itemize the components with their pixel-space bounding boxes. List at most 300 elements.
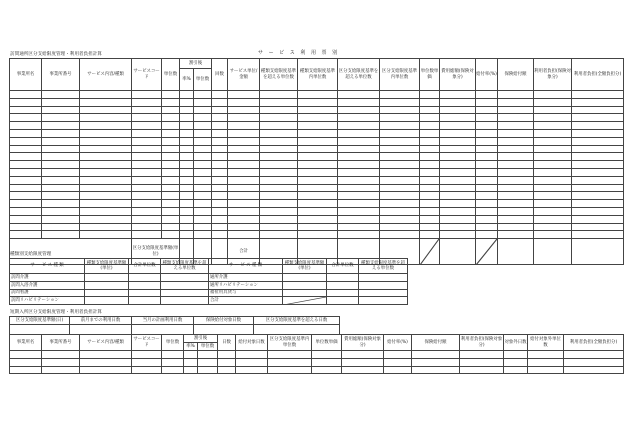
table-cell[interactable] (476, 122, 498, 130)
table-cell[interactable] (572, 122, 624, 130)
table-cell[interactable] (564, 351, 624, 359)
table-cell[interactable] (420, 114, 440, 122)
table-cell[interactable] (132, 192, 162, 200)
table-cell[interactable] (420, 207, 440, 215)
table-cell[interactable] (194, 106, 212, 114)
table-cell[interactable] (194, 91, 212, 99)
table-cell[interactable] (218, 351, 236, 359)
table-cell[interactable] (80, 106, 132, 114)
table-cell[interactable] (260, 106, 298, 114)
table-cell[interactable] (498, 145, 534, 153)
table-cell[interactable] (180, 114, 194, 122)
table-cell[interactable] (132, 137, 162, 145)
table-cell[interactable] (476, 168, 498, 176)
table-cell[interactable] (298, 207, 338, 215)
table-cell[interactable] (180, 223, 194, 231)
table-cell[interactable] (194, 207, 212, 215)
table-cell[interactable] (218, 366, 236, 374)
table-cell[interactable] (384, 366, 412, 374)
table-cell[interactable] (129, 281, 161, 289)
table-cell[interactable] (194, 122, 212, 130)
table-cell[interactable] (212, 106, 228, 114)
table-cell[interactable] (534, 176, 572, 184)
table-cell[interactable] (312, 351, 342, 359)
table-cell[interactable] (380, 129, 420, 137)
table-cell[interactable] (228, 161, 260, 169)
table-cell[interactable] (129, 289, 161, 297)
table-cell[interactable] (534, 153, 572, 161)
table-cell[interactable] (42, 122, 80, 130)
table-cell[interactable] (194, 145, 212, 153)
table-cell[interactable] (42, 129, 80, 137)
table-cell[interactable] (380, 215, 420, 223)
table-cell[interactable] (476, 176, 498, 184)
table-cell[interactable] (412, 366, 460, 374)
table-cell[interactable] (42, 153, 80, 161)
table-cell[interactable] (212, 129, 228, 137)
table-cell[interactable] (498, 153, 534, 161)
table-cell[interactable] (572, 192, 624, 200)
table-cell[interactable] (498, 231, 534, 239)
table-cell[interactable] (180, 161, 194, 169)
table-cell[interactable] (380, 223, 420, 231)
table-cell[interactable] (412, 351, 460, 359)
table-cell[interactable] (380, 168, 420, 176)
table-cell[interactable] (498, 192, 534, 200)
table-cell[interactable] (380, 153, 420, 161)
table-cell[interactable] (440, 114, 476, 122)
table-cell[interactable] (384, 351, 412, 359)
table-cell[interactable] (440, 192, 476, 200)
table-cell[interactable] (380, 145, 420, 153)
table-cell[interactable] (10, 114, 42, 122)
table-cell[interactable] (180, 137, 194, 145)
table-cell[interactable] (212, 114, 228, 122)
table-cell[interactable] (572, 168, 624, 176)
table-cell[interactable] (10, 200, 42, 208)
table-cell[interactable] (338, 129, 380, 137)
table-cell[interactable] (440, 91, 476, 99)
table-cell[interactable] (572, 223, 624, 231)
table-cell[interactable] (42, 176, 80, 184)
table-cell[interactable] (268, 358, 312, 366)
table-cell[interactable] (498, 106, 534, 114)
table-cell[interactable] (180, 215, 194, 223)
table-cell[interactable] (80, 366, 132, 374)
table-cell[interactable] (420, 91, 440, 99)
table-cell[interactable] (10, 129, 42, 137)
table-cell[interactable] (180, 106, 194, 114)
table-cell[interactable] (460, 358, 504, 366)
table-cell[interactable] (80, 153, 132, 161)
table-cell[interactable] (327, 281, 359, 289)
table-cell[interactable] (298, 200, 338, 208)
table-cell[interactable] (212, 176, 228, 184)
table-cell[interactable] (476, 114, 498, 122)
table-cell[interactable] (440, 200, 476, 208)
table-cell[interactable] (228, 200, 260, 208)
table-cell[interactable] (198, 358, 218, 366)
table-cell[interactable] (80, 91, 132, 99)
table-cell[interactable] (338, 192, 380, 200)
table-cell[interactable] (132, 106, 162, 114)
table-cell[interactable] (129, 274, 161, 282)
table-cell[interactable] (327, 297, 359, 305)
table-cell[interactable] (180, 184, 194, 192)
table-cell[interactable] (534, 168, 572, 176)
table-cell[interactable] (132, 129, 162, 137)
table-cell[interactable] (440, 106, 476, 114)
table-cell[interactable] (380, 122, 420, 130)
table-cell[interactable] (572, 91, 624, 99)
table-cell[interactable] (132, 153, 162, 161)
table-cell[interactable] (194, 184, 212, 192)
table-cell[interactable] (162, 129, 180, 137)
table-cell[interactable] (327, 289, 359, 297)
table-cell[interactable] (161, 274, 209, 282)
table-cell[interactable] (260, 176, 298, 184)
table-cell[interactable] (498, 176, 534, 184)
table-cell[interactable] (228, 168, 260, 176)
table-cell[interactable] (420, 153, 440, 161)
table-cell[interactable] (476, 184, 498, 192)
table-cell[interactable] (440, 145, 476, 153)
table-cell[interactable] (420, 176, 440, 184)
table-cell[interactable] (534, 129, 572, 137)
table-cell[interactable] (338, 91, 380, 99)
table-cell[interactable] (218, 358, 236, 366)
table-cell[interactable] (498, 91, 534, 99)
table-cell[interactable] (85, 297, 129, 305)
table-cell[interactable] (10, 192, 42, 200)
table-cell[interactable] (572, 129, 624, 137)
table-cell[interactable] (194, 114, 212, 122)
table-cell[interactable] (384, 358, 412, 366)
table-cell[interactable] (180, 192, 194, 200)
table-cell[interactable] (212, 168, 228, 176)
table-cell[interactable] (440, 122, 476, 130)
table-cell[interactable] (228, 145, 260, 153)
table-cell[interactable] (194, 176, 212, 184)
table-cell[interactable] (80, 161, 132, 169)
table-cell[interactable] (194, 98, 212, 106)
table-cell[interactable] (572, 231, 624, 239)
table-cell[interactable] (359, 281, 408, 289)
table-cell[interactable] (228, 192, 260, 200)
table-cell[interactable] (10, 215, 42, 223)
table-cell[interactable] (504, 358, 528, 366)
table-cell[interactable] (42, 215, 80, 223)
table-cell[interactable] (338, 231, 380, 239)
table-cell[interactable] (194, 137, 212, 145)
table-cell[interactable] (80, 168, 132, 176)
table-cell[interactable] (180, 176, 194, 184)
table-cell[interactable] (476, 192, 498, 200)
table-cell[interactable] (132, 200, 162, 208)
table-cell[interactable] (380, 98, 420, 106)
table-cell[interactable] (180, 231, 194, 239)
table-cell[interactable] (228, 215, 260, 223)
table-cell[interactable] (260, 161, 298, 169)
table-cell[interactable] (476, 231, 498, 239)
table-cell[interactable] (283, 274, 327, 282)
table-cell[interactable] (572, 207, 624, 215)
table-cell[interactable] (161, 289, 209, 297)
table-cell[interactable] (298, 106, 338, 114)
table-cell[interactable] (132, 351, 162, 359)
table-cell[interactable] (498, 207, 534, 215)
table-cell[interactable] (528, 351, 564, 359)
table-cell[interactable] (180, 145, 194, 153)
table-cell[interactable] (80, 223, 132, 231)
table-cell[interactable] (10, 161, 42, 169)
table-cell[interactable] (228, 122, 260, 130)
table-cell[interactable] (132, 168, 162, 176)
table-cell[interactable] (440, 223, 476, 231)
table-cell[interactable] (80, 129, 132, 137)
table-cell[interactable] (260, 145, 298, 153)
table-cell[interactable] (572, 215, 624, 223)
table-cell[interactable] (420, 98, 440, 106)
table-cell[interactable] (534, 122, 572, 130)
table-cell[interactable] (10, 184, 42, 192)
table-cell[interactable] (180, 200, 194, 208)
table-cell[interactable] (420, 122, 440, 130)
table-cell[interactable] (42, 98, 80, 106)
table-cell[interactable] (162, 91, 180, 99)
table-cell[interactable] (528, 358, 564, 366)
table-cell[interactable] (212, 200, 228, 208)
table-cell[interactable] (162, 137, 180, 145)
table-cell[interactable] (132, 231, 162, 239)
table-cell[interactable] (162, 153, 180, 161)
table-cell[interactable] (80, 184, 132, 192)
table-cell[interactable] (80, 137, 132, 145)
table-cell[interactable] (338, 168, 380, 176)
table-cell[interactable] (162, 366, 184, 374)
table-cell[interactable] (380, 137, 420, 145)
table-cell[interactable] (338, 176, 380, 184)
table-cell[interactable] (194, 161, 212, 169)
table-cell[interactable] (572, 184, 624, 192)
table-cell[interactable] (298, 215, 338, 223)
table-cell[interactable] (534, 184, 572, 192)
table-cell[interactable] (42, 91, 80, 99)
table-cell[interactable] (80, 98, 132, 106)
table-cell[interactable] (212, 153, 228, 161)
table-cell[interactable] (338, 200, 380, 208)
table-cell[interactable] (440, 184, 476, 192)
table-cell[interactable] (184, 366, 198, 374)
table-cell[interactable] (338, 223, 380, 231)
table-cell[interactable] (198, 366, 218, 374)
table-cell[interactable] (212, 91, 228, 99)
table-cell[interactable] (476, 215, 498, 223)
table-cell[interactable] (260, 231, 298, 239)
table-cell[interactable] (380, 114, 420, 122)
table-cell[interactable] (498, 223, 534, 231)
table-cell[interactable] (10, 98, 42, 106)
table-cell[interactable] (236, 351, 268, 359)
table-cell[interactable] (260, 91, 298, 99)
table-cell[interactable] (498, 122, 534, 130)
table-cell[interactable] (476, 129, 498, 137)
table-cell[interactable] (212, 137, 228, 145)
table-cell[interactable] (10, 231, 42, 239)
table-cell[interactable] (572, 153, 624, 161)
table-cell[interactable] (338, 215, 380, 223)
table-cell[interactable] (298, 184, 338, 192)
table-cell[interactable] (42, 207, 80, 215)
table-cell[interactable] (380, 91, 420, 99)
table-cell[interactable] (359, 274, 408, 282)
table-cell[interactable] (162, 114, 180, 122)
table-cell[interactable] (42, 168, 80, 176)
table-cell[interactable] (162, 192, 180, 200)
table-cell[interactable] (534, 207, 572, 215)
table-cell[interactable] (194, 200, 212, 208)
table-cell[interactable] (359, 289, 408, 297)
table-cell[interactable] (534, 106, 572, 114)
table-cell[interactable] (338, 145, 380, 153)
table-cell[interactable] (440, 207, 476, 215)
table-cell[interactable] (476, 200, 498, 208)
table-cell[interactable] (338, 98, 380, 106)
table-cell[interactable] (180, 153, 194, 161)
table-cell[interactable] (498, 98, 534, 106)
table-cell[interactable] (10, 137, 42, 145)
table-cell[interactable] (132, 223, 162, 231)
table-cell[interactable] (228, 184, 260, 192)
table-cell[interactable] (504, 366, 528, 374)
table-cell[interactable] (498, 161, 534, 169)
table-cell[interactable] (534, 200, 572, 208)
table-cell[interactable] (260, 223, 298, 231)
table-cell[interactable] (420, 200, 440, 208)
table-cell[interactable] (42, 114, 80, 122)
table-cell[interactable] (572, 176, 624, 184)
table-cell[interactable] (440, 215, 476, 223)
table-cell[interactable] (498, 215, 534, 223)
table-cell[interactable] (298, 161, 338, 169)
table-cell[interactable] (198, 351, 218, 359)
table-cell[interactable] (161, 281, 209, 289)
table-cell[interactable] (162, 106, 180, 114)
table-cell[interactable] (260, 207, 298, 215)
table-cell[interactable] (534, 231, 572, 239)
table-cell[interactable] (338, 114, 380, 122)
table-cell[interactable] (194, 129, 212, 137)
table-cell[interactable] (132, 91, 162, 99)
table-cell[interactable] (162, 351, 184, 359)
table-cell[interactable] (260, 200, 298, 208)
table-cell[interactable] (534, 145, 572, 153)
table-cell[interactable] (298, 137, 338, 145)
table-cell[interactable] (228, 207, 260, 215)
table-cell[interactable] (42, 200, 80, 208)
table-cell[interactable] (212, 122, 228, 130)
table-cell[interactable] (380, 192, 420, 200)
table-cell[interactable] (194, 153, 212, 161)
table-cell[interactable] (42, 145, 80, 153)
table-cell[interactable] (162, 176, 180, 184)
table-cell[interactable] (228, 98, 260, 106)
table-cell[interactable] (180, 129, 194, 137)
table-cell[interactable] (85, 289, 129, 297)
table-cell[interactable] (228, 223, 260, 231)
table-cell[interactable] (298, 122, 338, 130)
table-cell[interactable] (564, 358, 624, 366)
table-cell[interactable] (260, 153, 298, 161)
table-cell[interactable] (80, 215, 132, 223)
table-cell[interactable] (10, 358, 42, 366)
table-cell[interactable] (212, 215, 228, 223)
table-cell[interactable] (42, 358, 80, 366)
table-cell[interactable] (184, 351, 198, 359)
table-cell[interactable] (380, 161, 420, 169)
table-cell[interactable] (162, 358, 184, 366)
table-cell[interactable] (260, 168, 298, 176)
table-cell[interactable] (10, 176, 42, 184)
table-cell[interactable] (132, 122, 162, 130)
table-cell[interactable] (534, 161, 572, 169)
table-cell[interactable] (80, 231, 132, 239)
table-cell[interactable] (534, 98, 572, 106)
table-cell[interactable] (42, 184, 80, 192)
table-cell[interactable] (180, 168, 194, 176)
table-cell[interactable] (162, 122, 180, 130)
table-cell[interactable] (312, 358, 342, 366)
table-cell[interactable] (184, 358, 198, 366)
table-cell[interactable] (80, 122, 132, 130)
table-cell[interactable] (298, 114, 338, 122)
table-cell[interactable] (236, 358, 268, 366)
table-cell[interactable] (80, 114, 132, 122)
table-cell[interactable] (420, 137, 440, 145)
table-cell[interactable] (338, 153, 380, 161)
table-cell[interactable] (338, 161, 380, 169)
table-cell[interactable] (298, 98, 338, 106)
table-cell[interactable] (312, 366, 342, 374)
table-cell[interactable] (268, 366, 312, 374)
table-cell[interactable] (476, 145, 498, 153)
table-cell[interactable] (42, 192, 80, 200)
table-cell[interactable] (498, 137, 534, 145)
table-cell[interactable] (10, 351, 42, 359)
table-cell[interactable] (180, 91, 194, 99)
table-cell[interactable] (194, 168, 212, 176)
table-cell[interactable] (342, 358, 384, 366)
table-cell[interactable] (80, 192, 132, 200)
table-cell[interactable] (260, 114, 298, 122)
table-cell[interactable] (420, 215, 440, 223)
table-cell[interactable] (42, 223, 80, 231)
table-cell[interactable] (162, 231, 180, 239)
table-cell[interactable] (338, 207, 380, 215)
table-cell[interactable] (80, 207, 132, 215)
table-cell[interactable] (498, 168, 534, 176)
table-cell[interactable] (260, 184, 298, 192)
table-cell[interactable] (10, 122, 42, 130)
table-cell[interactable] (85, 274, 129, 282)
table-cell[interactable] (194, 223, 212, 231)
table-cell[interactable] (534, 114, 572, 122)
table-cell[interactable] (534, 223, 572, 231)
table-cell[interactable] (85, 281, 129, 289)
table-cell[interactable] (534, 192, 572, 200)
table-cell[interactable] (132, 176, 162, 184)
table-cell[interactable] (498, 184, 534, 192)
